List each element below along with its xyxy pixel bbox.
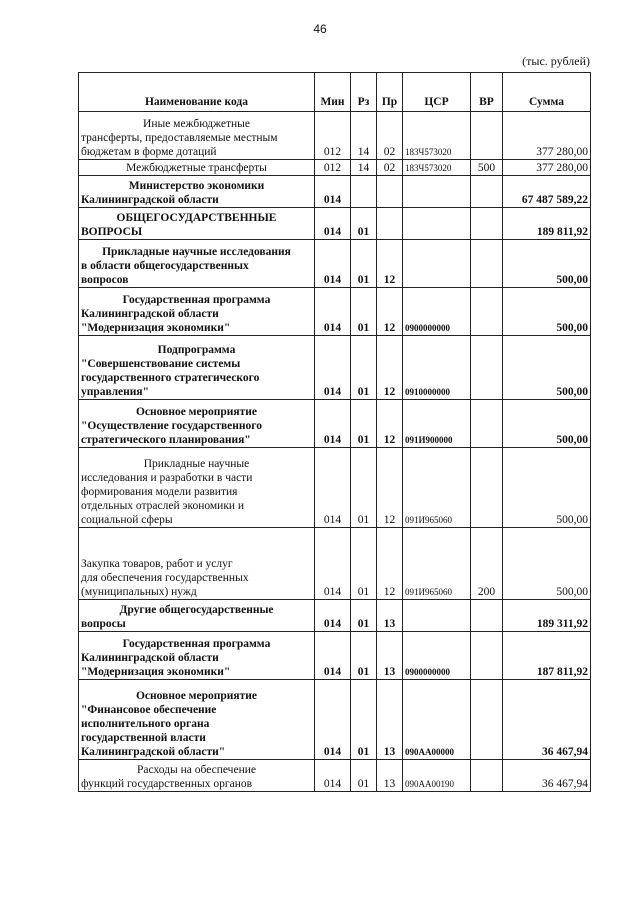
cell-min: 014 xyxy=(315,336,351,400)
cell-name-line: формирования модели развития xyxy=(81,486,238,498)
table-header-row xyxy=(79,73,591,112)
cell-csr: 0900000000 xyxy=(403,288,471,336)
cell-csr xyxy=(403,176,471,208)
cell-pr: 02 xyxy=(377,112,403,160)
cell-name xyxy=(79,336,315,400)
cell-sum: 36 467,94 xyxy=(503,680,591,760)
cell-pr xyxy=(377,176,403,208)
cell-csr: 0900000000 xyxy=(403,632,471,680)
cell-name-line: Подпрограмма xyxy=(157,344,236,356)
cell-rz: 01 xyxy=(351,240,377,288)
table-row xyxy=(79,528,591,600)
cell-name-line: исполнительного органа xyxy=(81,718,210,730)
table-row xyxy=(79,448,591,528)
cell-csr: 090АА00190 xyxy=(403,760,471,792)
cell-sum: 67 487 589,22 xyxy=(503,176,591,208)
cell-sum: 500,00 xyxy=(503,288,591,336)
cell-csr: 183Ч573020 xyxy=(403,112,471,160)
table-row xyxy=(79,632,591,680)
cell-name-line: Прикладные научные исследования xyxy=(102,246,291,258)
cell-min: 014 xyxy=(315,240,351,288)
cell-vr xyxy=(471,632,503,680)
cell-rz: 01 xyxy=(351,600,377,632)
cell-name-line: Другие общегосударственные xyxy=(119,604,274,616)
cell-vr xyxy=(471,400,503,448)
cell-rz: 01 xyxy=(351,680,377,760)
cell-name xyxy=(79,400,315,448)
cell-name-line: стратегического планирования" xyxy=(81,434,251,446)
cell-min: 012 xyxy=(315,160,351,176)
cell-name-line: государственного стратегического xyxy=(81,372,260,384)
table-row xyxy=(79,208,591,240)
cell-vr xyxy=(471,760,503,792)
cell-name-line: Основное мероприятие xyxy=(135,690,258,702)
cell-sum: 36 467,94 xyxy=(503,760,591,792)
cell-vr xyxy=(471,176,503,208)
table-row xyxy=(79,288,591,336)
cell-sum: 500,00 xyxy=(503,448,591,528)
cell-csr: 0910000000 xyxy=(403,336,471,400)
cell-name-line: функций государственных органов xyxy=(81,778,253,790)
cell-sum: 500,00 xyxy=(503,336,591,400)
cell-pr: 13 xyxy=(377,600,403,632)
cell-min: 014 xyxy=(315,400,351,448)
cell-min: 014 xyxy=(315,176,351,208)
cell-name-line: "Финансовое обеспечение xyxy=(81,704,217,716)
cell-name xyxy=(79,240,315,288)
cell-name-line: Иные межбюджетные xyxy=(143,118,250,130)
cell-csr xyxy=(403,240,471,288)
cell-rz xyxy=(351,176,377,208)
cell-name-line: "Модернизация экономики" xyxy=(81,322,231,334)
cell-pr: 12 xyxy=(377,448,403,528)
cell-csr: 090АА00000 xyxy=(403,680,471,760)
cell-name-line: Государственная программа xyxy=(122,638,271,650)
cell-name-line: для обеспечения государственных xyxy=(81,572,249,584)
cell-name-line: Расходы на обеспечение xyxy=(137,764,256,776)
header-csr: ЦСР xyxy=(403,73,471,112)
cell-name-line xyxy=(81,543,312,557)
cell-name xyxy=(79,112,315,160)
cell-rz: 14 xyxy=(351,112,377,160)
cell-pr xyxy=(377,208,403,240)
cell-min: 012 xyxy=(315,112,351,160)
header-min: Мин xyxy=(315,73,351,112)
cell-name xyxy=(79,208,315,240)
cell-name-line: Калининградской области xyxy=(81,308,219,320)
cell-name-line: социальной сферы xyxy=(81,514,173,526)
cell-pr: 02 xyxy=(377,160,403,176)
cell-sum: 377 280,00 xyxy=(503,112,591,160)
cell-min: 014 xyxy=(315,528,351,600)
table-row xyxy=(79,176,591,208)
cell-csr xyxy=(403,208,471,240)
cell-csr: 091И965060 xyxy=(403,448,471,528)
cell-sum: 189 811,92 xyxy=(503,208,591,240)
cell-pr: 12 xyxy=(377,400,403,448)
cell-min: 014 xyxy=(315,448,351,528)
cell-sum: 187 811,92 xyxy=(503,632,591,680)
cell-vr xyxy=(471,600,503,632)
cell-sum: 500,00 xyxy=(503,400,591,448)
cell-name-line: отдельных отраслей экономики и xyxy=(81,500,245,512)
cell-name-line: ВОПРОСЫ xyxy=(81,226,143,238)
cell-name xyxy=(79,528,315,600)
cell-name xyxy=(79,448,315,528)
cell-name-line: Калининградской области xyxy=(81,194,219,206)
cell-pr: 12 xyxy=(377,240,403,288)
cell-rz: 01 xyxy=(351,400,377,448)
table-row xyxy=(79,760,591,792)
units-note: (тыс. рублей) xyxy=(522,54,590,68)
cell-pr: 13 xyxy=(377,760,403,792)
cell-rz: 01 xyxy=(351,448,377,528)
cell-csr: 091И900000 xyxy=(403,400,471,448)
cell-name-line: исследования и разработки в части xyxy=(81,472,253,484)
cell-vr xyxy=(471,208,503,240)
cell-name-line: вопросы xyxy=(81,618,126,630)
cell-name-line: Прикладные научные xyxy=(143,458,250,470)
cell-name-line: Калининградской области" xyxy=(81,746,226,758)
cell-vr xyxy=(471,112,503,160)
cell-name xyxy=(79,600,315,632)
cell-rz: 01 xyxy=(351,632,377,680)
table-row xyxy=(79,680,591,760)
cell-name xyxy=(79,680,315,760)
header-sum: Сумма xyxy=(503,73,591,112)
cell-rz: 01 xyxy=(351,288,377,336)
cell-vr: 200 xyxy=(471,528,503,600)
cell-rz: 01 xyxy=(351,528,377,600)
cell-name-line: трансферты, предоставляемые местным xyxy=(81,132,278,144)
cell-vr xyxy=(471,240,503,288)
cell-rz: 01 xyxy=(351,208,377,240)
cell-min: 014 xyxy=(315,288,351,336)
cell-rz: 01 xyxy=(351,336,377,400)
header-pr: Пр xyxy=(377,73,403,112)
cell-name-line: Основное мероприятие xyxy=(135,406,258,418)
cell-name xyxy=(79,176,315,208)
cell-name-line: Министерство экономики xyxy=(128,180,265,192)
cell-name xyxy=(79,632,315,680)
cell-rz: 14 xyxy=(351,160,377,176)
cell-csr: 183Ч573020 xyxy=(403,160,471,176)
cell-csr xyxy=(403,600,471,632)
header-rz: Рз xyxy=(351,73,377,112)
table-row xyxy=(79,600,591,632)
cell-name-line: Закупка товаров, работ и услуг xyxy=(81,558,233,570)
cell-name-line: управления" xyxy=(81,386,149,398)
cell-vr xyxy=(471,680,503,760)
cell-min: 014 xyxy=(315,632,351,680)
header-name: Наименование кода xyxy=(79,73,315,112)
header-vr: ВР xyxy=(471,73,503,112)
table-row xyxy=(79,336,591,400)
cell-name-line: "Осуществление государственного xyxy=(81,420,262,432)
cell-name xyxy=(79,288,315,336)
cell-sum: 189 311,92 xyxy=(503,600,591,632)
cell-rz: 01 xyxy=(351,760,377,792)
cell-pr: 12 xyxy=(377,288,403,336)
cell-vr: 500 xyxy=(471,160,503,176)
cell-name-line: (муниципальных) нужд xyxy=(81,586,197,598)
cell-name-line: ОБЩЕГОСУДАРСТВЕННЫЕ xyxy=(116,212,277,224)
cell-name-line: бюджетам в форме дотаций xyxy=(81,146,217,158)
cell-name xyxy=(79,760,315,792)
cell-sum: 377 280,00 xyxy=(503,160,591,176)
cell-min: 014 xyxy=(315,208,351,240)
cell-name-line: Калининградской области xyxy=(81,652,219,664)
cell-pr: 13 xyxy=(377,680,403,760)
cell-sum: 500,00 xyxy=(503,240,591,288)
page-number: 46 xyxy=(313,22,327,36)
cell-name-line: Государственная программа xyxy=(122,294,271,306)
table-row xyxy=(79,240,591,288)
cell-csr: 091И965060 xyxy=(403,528,471,600)
cell-pr: 13 xyxy=(377,632,403,680)
cell-min: 014 xyxy=(315,680,351,760)
cell-vr xyxy=(471,288,503,336)
cell-pr: 12 xyxy=(377,336,403,400)
cell-name-line: вопросов xyxy=(81,274,129,286)
cell-pr: 12 xyxy=(377,528,403,600)
table-row xyxy=(79,160,591,176)
table-body xyxy=(79,112,591,792)
cell-name xyxy=(79,160,315,176)
table-row xyxy=(79,400,591,448)
cell-vr xyxy=(471,448,503,528)
cell-name-line: "Совершенствование системы xyxy=(81,358,241,370)
cell-name-line: "Модернизация экономики" xyxy=(81,666,231,678)
cell-min: 014 xyxy=(315,600,351,632)
cell-min: 014 xyxy=(315,760,351,792)
cell-sum: 500,00 xyxy=(503,528,591,600)
cell-name-line: государственной власти xyxy=(81,732,206,744)
table-row xyxy=(79,112,591,160)
cell-name-line: Межбюджетные трансферты xyxy=(126,162,267,174)
cell-name-line: в области общегосударственных xyxy=(81,260,249,272)
cell-vr xyxy=(471,336,503,400)
budget-table xyxy=(78,72,591,792)
